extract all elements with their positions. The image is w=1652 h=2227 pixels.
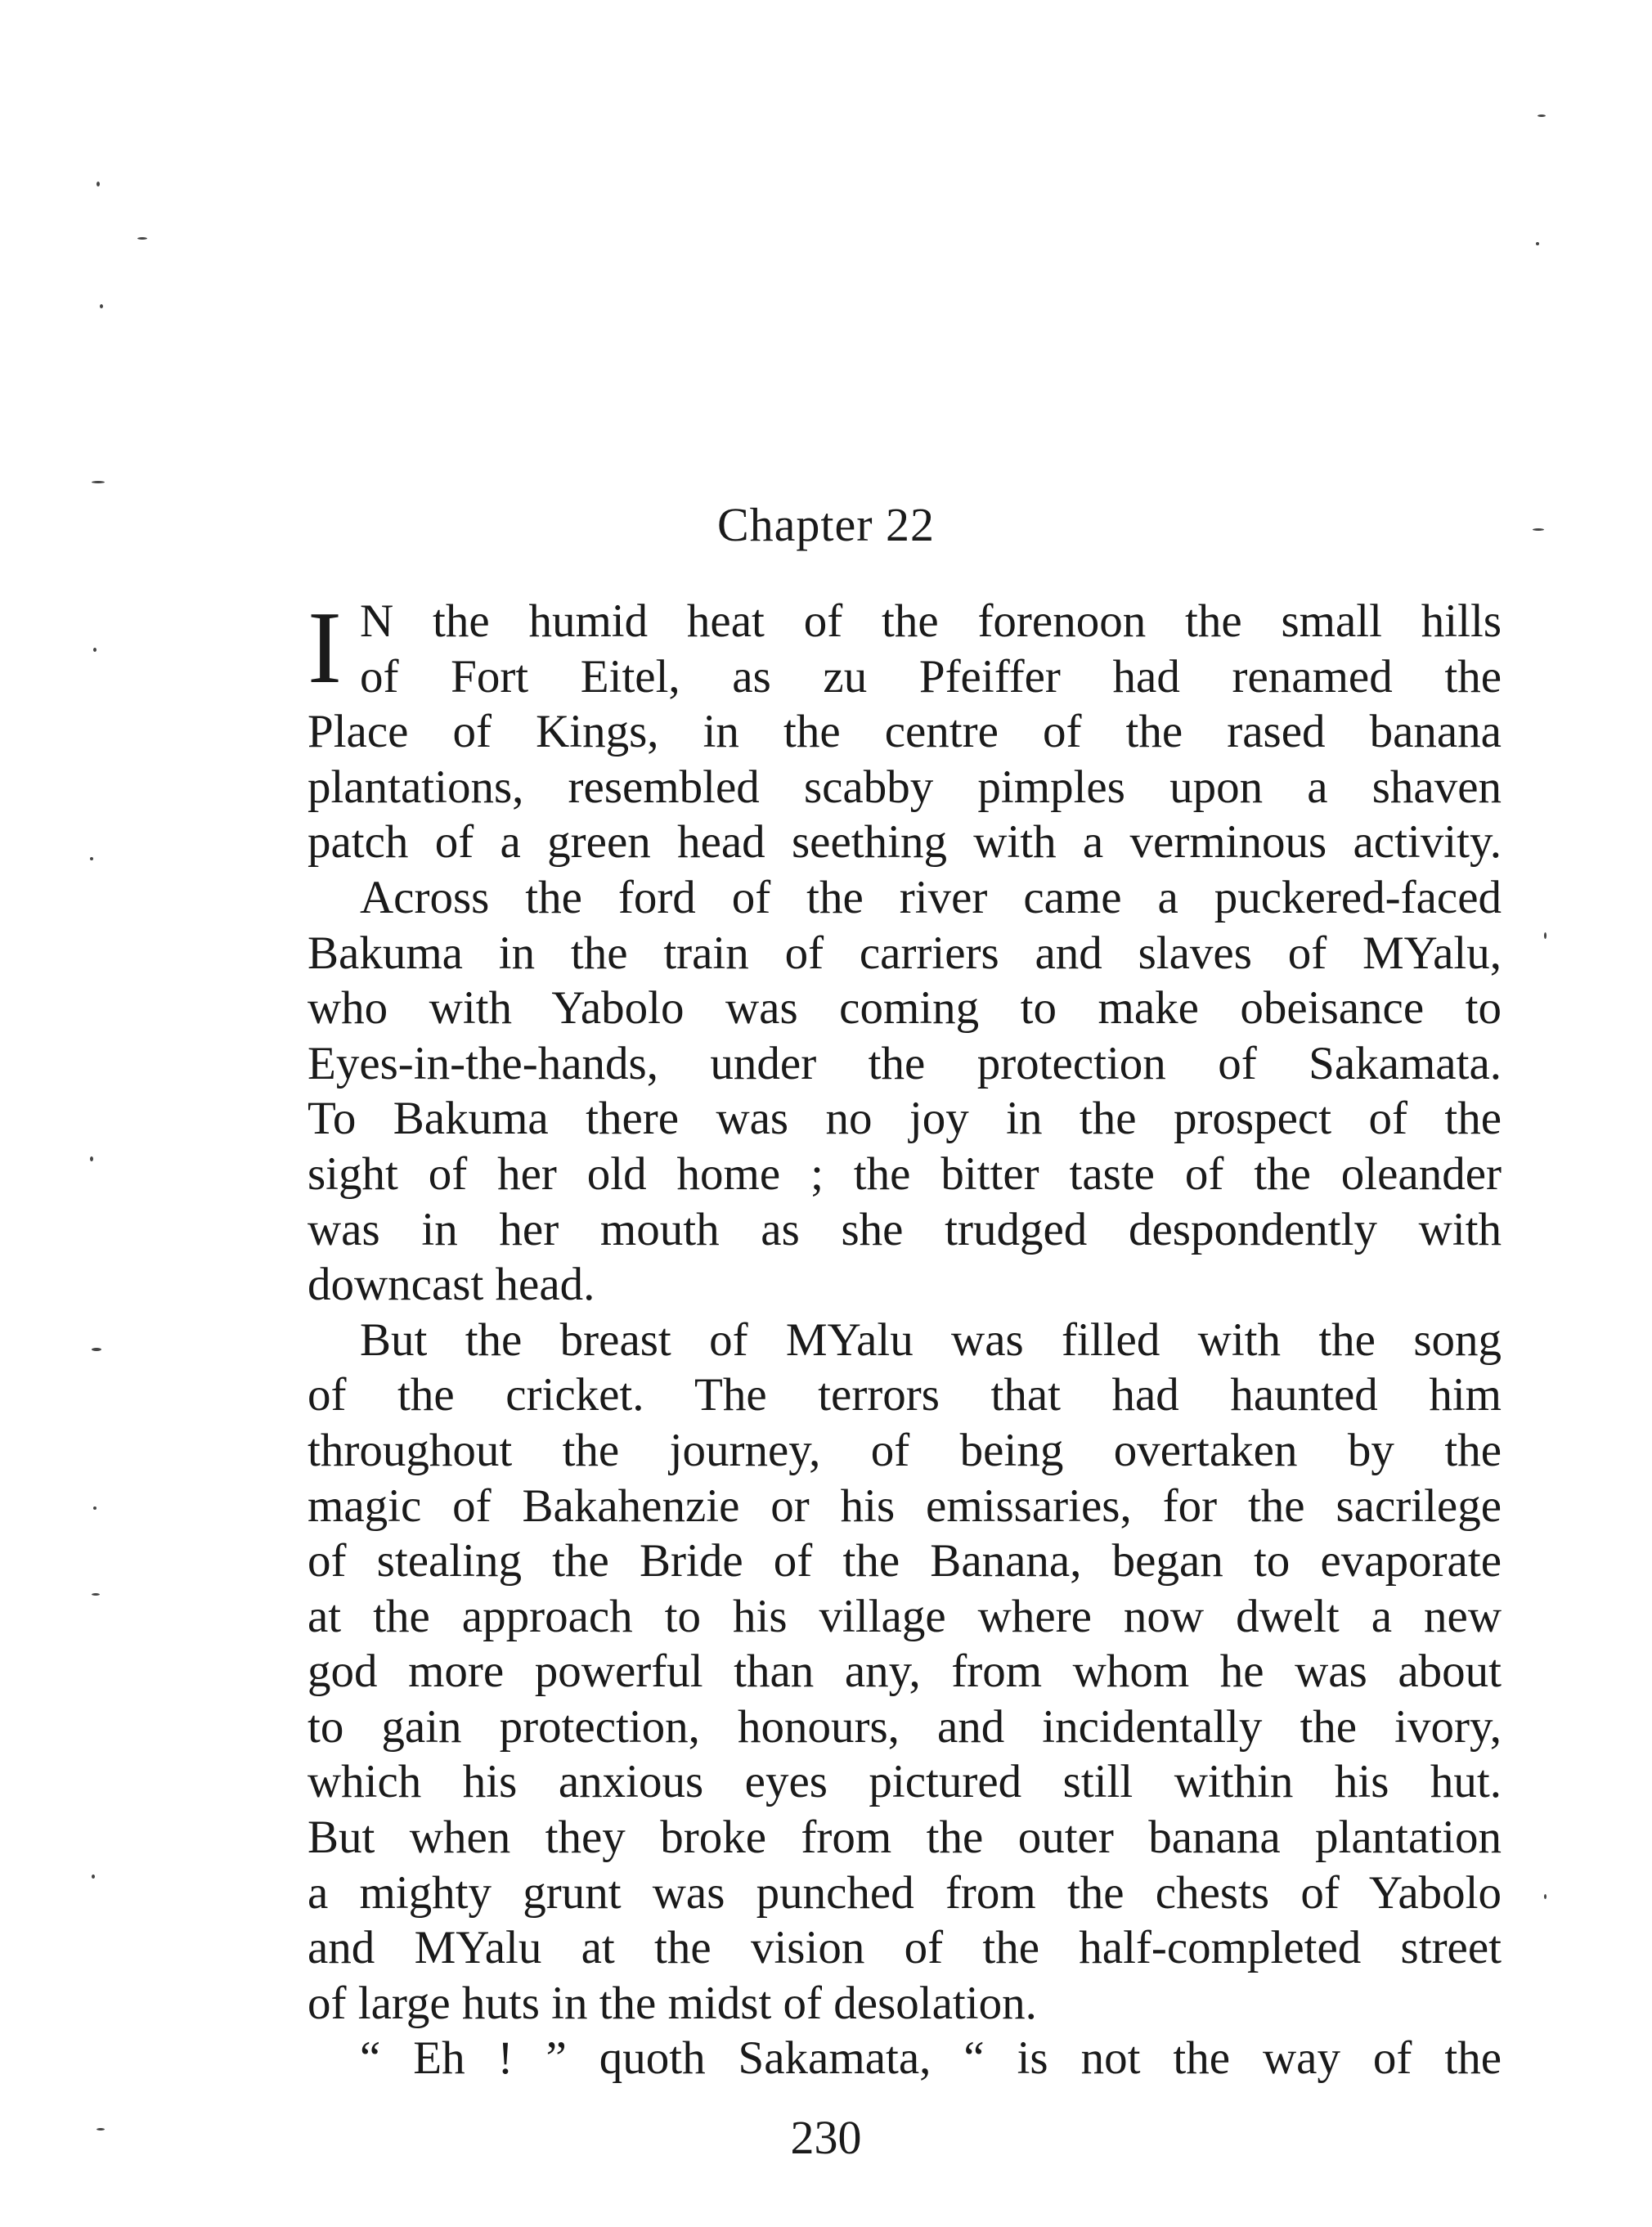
scan-speck (1536, 242, 1539, 245)
text-line: of the cricket. The terrors that had haunted him (308, 1369, 1502, 1421)
scan-speck (1533, 528, 1544, 531)
text-line: patch of a green head seething with a verminous activity. (308, 816, 1502, 869)
text-line: of large huts in the midst of desolation. (308, 1977, 1037, 2029)
text-line: of stealing the Bride of the Banana, began to evaporate (308, 1535, 1502, 1587)
text-line: of Fort Eitel, as zu Pfeiffer had renamed the (360, 650, 1502, 703)
text-line: Place of Kings, in the centre of the rased banana (308, 706, 1502, 758)
line-text: N the humid heat of the forenoon the small hills (360, 595, 1502, 647)
text-line: Eyes-in-the-hands, under the protection of Sakamata. (308, 1037, 1502, 1089)
scan-speck (92, 481, 105, 483)
scan-speck (92, 1348, 101, 1351)
text-line: magic of Bakahenzie or his emissaries, for the sacrilege (308, 1479, 1502, 1532)
scan-speck (90, 857, 93, 860)
scan-speck (137, 237, 147, 240)
chapter-body (308, 591, 1502, 2086)
text-line: Bakuma in the train of carriers and slaves of MYalu, (308, 927, 1502, 979)
text-line: and MYalu at the vision of the half-completed street (308, 1922, 1502, 1974)
text-line: to gain protection, honours, and incidentally the ivory, (308, 1700, 1502, 1753)
text-line: a mighty grunt was punched from the chests of Yabolo (308, 1866, 1502, 1919)
text-line: which his anxious eyes pictured still within his hut. (308, 1756, 1502, 1808)
text-line: god more powerful than any, from whom he was about (308, 1646, 1502, 1698)
text-line: But when they broke from the outer banana plantation (308, 1812, 1502, 1864)
page-number: 230 (790, 2111, 862, 2164)
text-line: sight of her old home ; the bitter taste of the oleander (308, 1147, 1502, 1200)
scan-speck (92, 1875, 95, 1879)
scan-speck (92, 1593, 100, 1596)
text-line: downcast head. (308, 1259, 595, 1311)
drop-cap: I (308, 591, 342, 705)
text-line: plantations, resembled scabby pimples upon a shaven (308, 761, 1502, 813)
text-line: throughout the journey, of being overtaken by the (308, 1424, 1502, 1476)
scan-speck (93, 1506, 97, 1510)
scan-speck (1538, 114, 1546, 117)
text-line: To Bakuma there was no joy in the prospect of the (308, 1093, 1502, 1145)
text-line: was in her mouth as she trudged despondently with (308, 1203, 1502, 1255)
text-line: at the approach to his village where now dwelt a new (308, 1590, 1502, 1642)
scan-speck (1544, 1894, 1547, 1899)
text-line: who with Yabolo was coming to make obeisance to (308, 982, 1502, 1035)
scan-speck (93, 648, 97, 652)
text-line: Across the ford of the river came a puckered-faced (360, 871, 1502, 923)
text-line: “ Eh ! ” quoth Sakamata, “ is not the way of the (360, 2032, 1502, 2085)
scan-speck (90, 1156, 93, 1161)
scan-speck (97, 2128, 105, 2130)
scan-speck (1544, 932, 1547, 939)
scan-speck (97, 182, 100, 186)
scan-speck (100, 304, 103, 308)
chapter-heading: Chapter 22 (716, 498, 936, 551)
text-line: But the breast of MYalu was filled with the song (360, 1313, 1502, 1366)
